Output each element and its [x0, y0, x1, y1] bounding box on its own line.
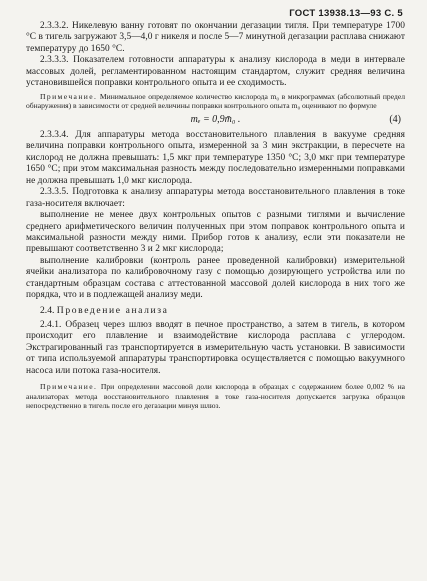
note-1	[26, 92, 405, 111]
note-2-text: При определении массовой доли кислорода в образцах с содержанием более 0,002 % на анализаторах метода восстановительного плавления в токе газа-носителя допускается загрузка образцов непосредственно в тигель после его дегазации минуя шлюз.	[26, 381, 406, 411]
note-1-text: Минимальное определяемое количество кислорода m₀ в микрограммах (абсолютный предел обнаружения) в зависимости от средней величины поправки контрольного опыта m₀ оценивают по формуле	[26, 91, 405, 111]
formula-number: (4)	[389, 113, 401, 125]
paragraph-241: 2.4.1. Образец через шлюз вводят в печное пространство, а затем в тигель, в котором происходит его плавление и взаимодействие кислорода расплава с углеродом. Экстрагированный газ транспортируется в измерительную часть установки. В зависимости от типа используемой аппаратуры транспортировка осуществляется с помощью вакуумного насоса или потока газа-носителя.	[26, 319, 405, 376]
paragraph-2334: 2.3.3.4. Для аппаратуры метода восстановительного плавления в вакууме средняя величина поправки контрольного опыта, измеренной за 3 мин экстракции, в пересчете на кислород не должна превышать: 1,5 мкг при температуре 1350 °С; 3,0 мкг при температуре 1650 °С; при этом максимальная разность между последовательно измеренными поправками не должна превышать 1,0 мкг кислорода.	[26, 129, 405, 186]
section-title: Проведение анализа	[56, 304, 169, 316]
paragraph-2335: 2.3.3.5. Подготовка к анализу аппаратуры метода восстановительного плавления в токе газа-носителя включает:	[26, 187, 405, 209]
page-header: ГОСТ 13938.13—93 С. 5	[289, 8, 403, 19]
note-2-label: Примечание.	[40, 381, 98, 391]
note-2	[26, 382, 405, 411]
formula-expression: mₑ = 0,9m̄₀ .	[190, 113, 241, 125]
paragraph-2335-item-a: выполнение не менее двух контрольных опытов с разными тиглями и вычисление среднего арифметического величин полученных при этом поправок контрольного опыта и максимальной разности между ними. Прибор готов к анализу, если эти показатели не превышают соответственно 3 и 2 мкг кислорода;	[26, 210, 405, 255]
paragraph-2332: 2.3.3.2. Никелевую ванну готовят по окончании дегазации тигля. При температуре 1700 °С в тигель загружают 3,5—4,0 г никеля и после 5—7 минутной дегазации расплава снижают температуру до 1650 °С.	[26, 21, 405, 54]
paragraph-2333: 2.3.3.3. Показателем готовности аппаратуры к анализу кислорода в меди в интервале массовых долей, регламентированном настоящим стандартом, служит средняя величина установившейся поправки контрольного опыта и ее сходимость.	[26, 55, 405, 89]
section-heading-24	[40, 305, 405, 317]
paragraph-2335-item-b: выполнение калибровки (контроль ранее проведенной калибровки) измерительной ячейки анализатора по калибровочному газу с помощью дозирующего устройства или по стандартным образцам состава с аттестованной массовой долей кислорода в них того же порядка, что и в подлежащей анализу меди.	[26, 255, 405, 301]
formula-4	[26, 112, 405, 128]
note-1-label: Примечание.	[40, 91, 98, 101]
section-number: 2.4.	[40, 304, 55, 316]
